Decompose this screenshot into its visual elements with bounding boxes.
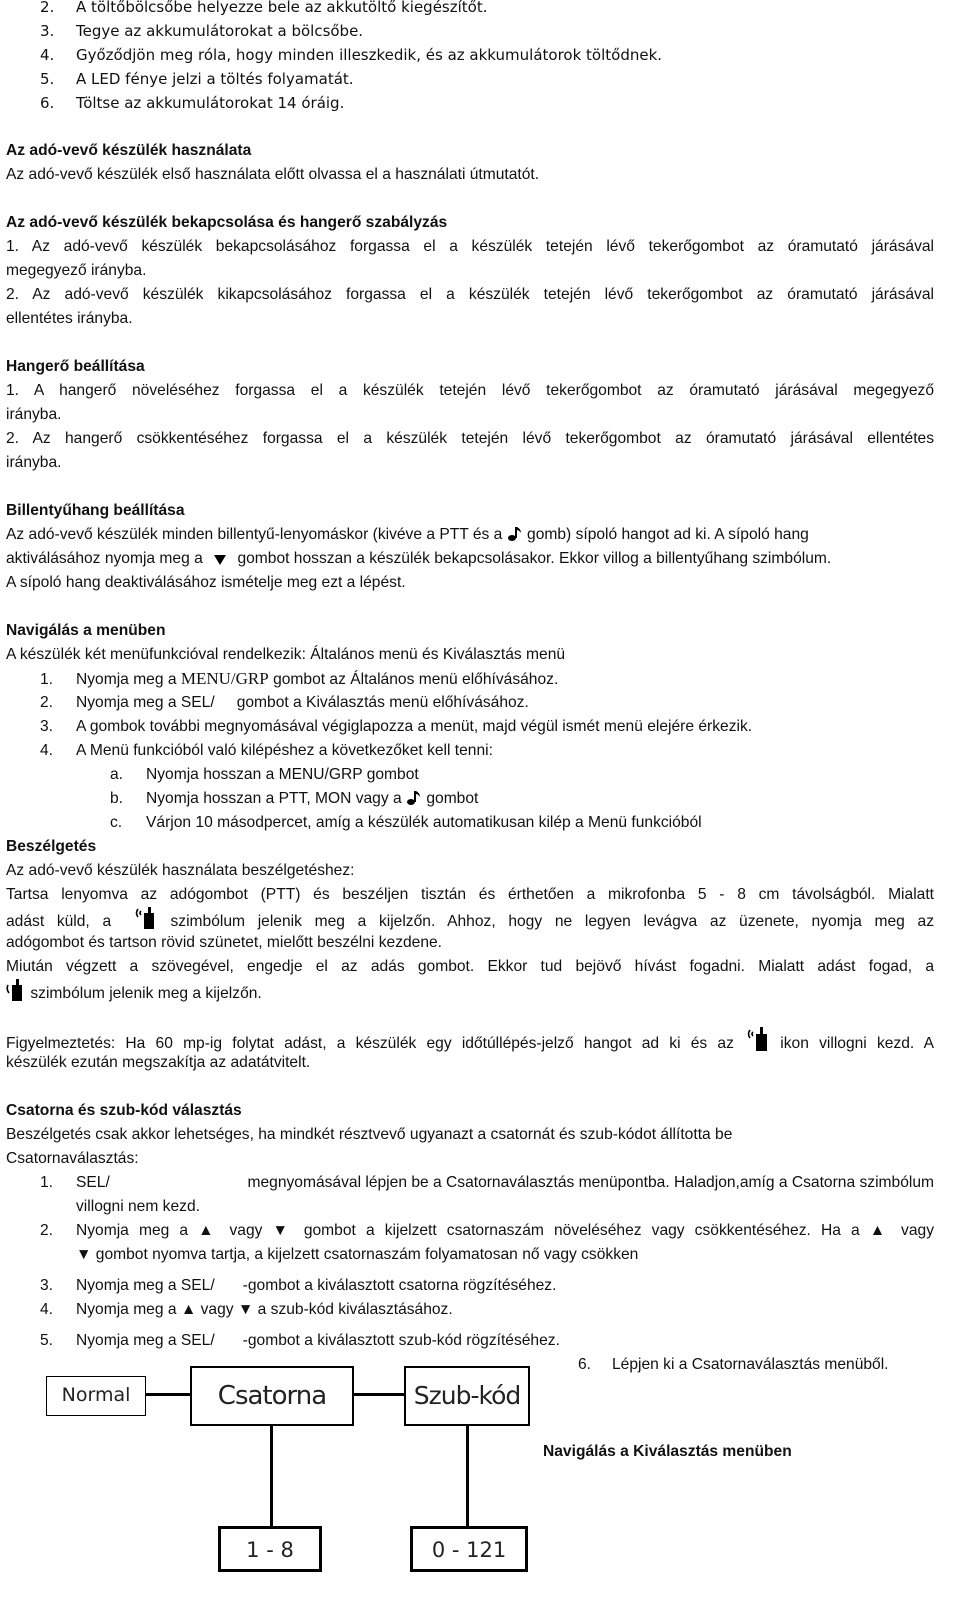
- list-item: b. Nyomja hosszan a PTT, MON vagy a gombot: [110, 790, 479, 807]
- list-item: 5. Nyomja meg a SEL/ -gombot a kiválasztott szub-kód rögzítéséhez.: [40, 1332, 560, 1349]
- diagram-caption: Navigálás a Kiválasztás menüben: [543, 1443, 792, 1460]
- paragraph: irányba.: [6, 454, 62, 471]
- paragraph: Figyelmeztetés: Ha 60 mp-ig folytat adást, a készülék egy időtúllépés-jelző hangot ad ki és az ikon villogni kezd. A: [6, 1027, 934, 1056]
- list-item: 2. A töltőbölcsőbe helyezze bele az akkutöltő kiegészítőt.: [40, 0, 488, 16]
- subcode-range-box: 0 - 121: [410, 1526, 528, 1572]
- list-item: 3. A gombok további megnyomásával végiglapozza a menüt, majd végül ismét menü elejére érkezik.: [40, 718, 753, 735]
- section-heading: Az adó-vevő készülék bekapcsolása és hangerő szabályzás: [6, 214, 448, 231]
- down-triangle-icon: [213, 554, 227, 566]
- normal-box: Normal: [46, 1376, 146, 1416]
- list-item: 1. SEL/ megnyomásával lépjen be a Csatornaválasztás menüpontba. Haladjon,amíg a Csatorna szimbólum: [40, 1174, 934, 1191]
- list-item: 6. Töltse az akkumulátorokat 14 óráig.: [40, 94, 345, 112]
- section-heading: Navigálás a menüben: [6, 622, 166, 639]
- paragraph: készülék ezután megszakítja az adatátvitelt.: [6, 1054, 311, 1071]
- section-heading: Az adó-vevő készülék használata: [6, 142, 252, 159]
- list-item: ▼ gombot nyomva tartja, a kijelzett csatornaszám folyamatosan nő vagy csökken: [76, 1246, 639, 1263]
- paragraph: 1. A hangerő növeléséhez forgassa el a készülék tetején lévő tekerőgombot az óramutató járásával megegyező: [6, 382, 934, 399]
- receive-icon: [6, 979, 26, 1001]
- paragraph: megegyező irányba.: [6, 262, 147, 279]
- connector-line: [354, 1393, 404, 1396]
- paragraph: Tartsa lenyomva az adógombot (PTT) és beszéljen tisztán és érthetően a mikrofonba 5 - 8 cm távolságból. Mialatt: [6, 886, 934, 903]
- list-item: 3. Tegye az akkumulátorokat a bölcsőbe.: [40, 22, 364, 40]
- transmit-icon: [132, 907, 158, 929]
- paragraph: szimbólum jelenik meg a kijelzőn.: [6, 979, 262, 1006]
- list-item: 4. Győződjön meg róla, hogy minden illeszkedik, és az akkumulátorok töltődnek.: [40, 46, 663, 64]
- connector-line: [146, 1393, 190, 1396]
- paragraph: 2. Az adó-vevő készülék kikapcsolásához forgassa el a készülék tetején lévő tekerőgombot az óramutató járásával: [6, 286, 934, 303]
- connector-line: [270, 1426, 273, 1526]
- paragraph: 1. Az adó-vevő készülék bekapcsolásához forgassa el a készülék tetején lévő tekerőgombot az óramutató járásával: [6, 238, 934, 255]
- paragraph: Miután végzett a szövegével, engedje el az adás gombot. Ekkor tud bejövő hívást fogadni. Mialatt adást fogad, a: [6, 958, 934, 975]
- connector-line: [466, 1426, 469, 1526]
- paragraph: ellentétes irányba.: [6, 310, 133, 327]
- section-heading: Csatorna és szub-kód választás: [6, 1102, 242, 1119]
- section-heading: Billentyűhang beállítása: [6, 502, 185, 519]
- list-item: 5. A LED fénye jelzi a töltés folyamatát.: [40, 70, 354, 88]
- paragraph: Az adó-vevő készülék használata beszélgetéshez:: [6, 862, 355, 879]
- paragraph: A készülék két menüfunkcióval rendelkezik: Általános menü és Kiválasztás menü: [6, 646, 566, 663]
- list-item: villogni nem kezd.: [76, 1198, 200, 1215]
- paragraph: aktiválásához nyomja meg a gombot hosszan a készülék bekapcsolásakor. Ekkor villog a billentyűhang szimbólum.: [6, 550, 832, 567]
- paragraph: irányba.: [6, 406, 62, 423]
- section-heading: Hangerő beállítása: [6, 358, 145, 375]
- music-note-icon: [507, 526, 523, 542]
- transmit-icon: [744, 1027, 770, 1051]
- paragraph: adást küld, a szimbólum jelenik meg a kijelzőn. Ahhoz, hogy ne legyen levágva az üzenete, nyomja meg az: [6, 907, 934, 934]
- subcode-box: Szub-kód: [404, 1366, 530, 1426]
- paragraph: Beszélgetés csak akkor lehetséges, ha mindkét résztvevő ugyanazt a csatornát és szub-kódot állította be: [6, 1126, 733, 1143]
- list-item: 6. Lépjen ki a Csatornaválasztás menüből.: [578, 1356, 889, 1373]
- paragraph: A sípoló hang deaktiválásához ismételje meg ezt a lépést.: [6, 574, 406, 591]
- section-heading: Beszélgetés: [6, 838, 97, 855]
- paragraph: Csatornaválasztás:: [6, 1150, 139, 1167]
- list-item: 3. Nyomja meg a SEL/ -gombot a kiválasztott csatorna rögzítéséhez.: [40, 1277, 557, 1294]
- paragraph: Az adó-vevő készülék minden billentyű-lenyomáskor (kivéve a PTT és a gomb) sípoló hangot ad ki. A sípoló hang: [6, 526, 809, 543]
- list-item: 1. Nyomja meg a MENU/GRP gombot az Általános menü előhívásához.: [40, 669, 559, 688]
- list-item: 4. A Menü funkcióból való kilépéshez a következőket kell tenni:: [40, 742, 493, 759]
- channel-box: Csatorna: [190, 1366, 354, 1426]
- list-item: a. Nyomja hosszan a MENU/GRP gombot: [110, 766, 419, 783]
- list-item: 4. Nyomja meg a ▲ vagy ▼ a szub-kód kiválasztásához.: [40, 1301, 453, 1318]
- list-item: 2. Nyomja meg a ▲ vagy ▼ gombot a kijelzett csatornaszám növeléséhez vagy csökkentéséhez. Ha a ▲ vagy: [40, 1222, 934, 1239]
- list-item: 2. Nyomja meg a SEL/ gombot a Kiválasztás menü előhívásához.: [40, 694, 529, 711]
- paragraph: Az adó-vevő készülék első használata előtt olvassa el a használati útmutatót.: [6, 166, 540, 183]
- list-item: c. Várjon 10 másodpercet, amíg a készülék automatikusan kilép a Menü funkcióból: [110, 814, 702, 831]
- paragraph: 2. Az hangerő csökkentéséhez forgassa el a készülék tetején lévő tekerőgombot az óramutató járásával ellentétes: [6, 430, 934, 447]
- paragraph: adógombot és tartson rövid szünetet, mielőtt beszélni kezdene.: [6, 934, 443, 951]
- music-note-icon: [406, 790, 422, 806]
- channel-range-box: 1 - 8: [218, 1526, 322, 1572]
